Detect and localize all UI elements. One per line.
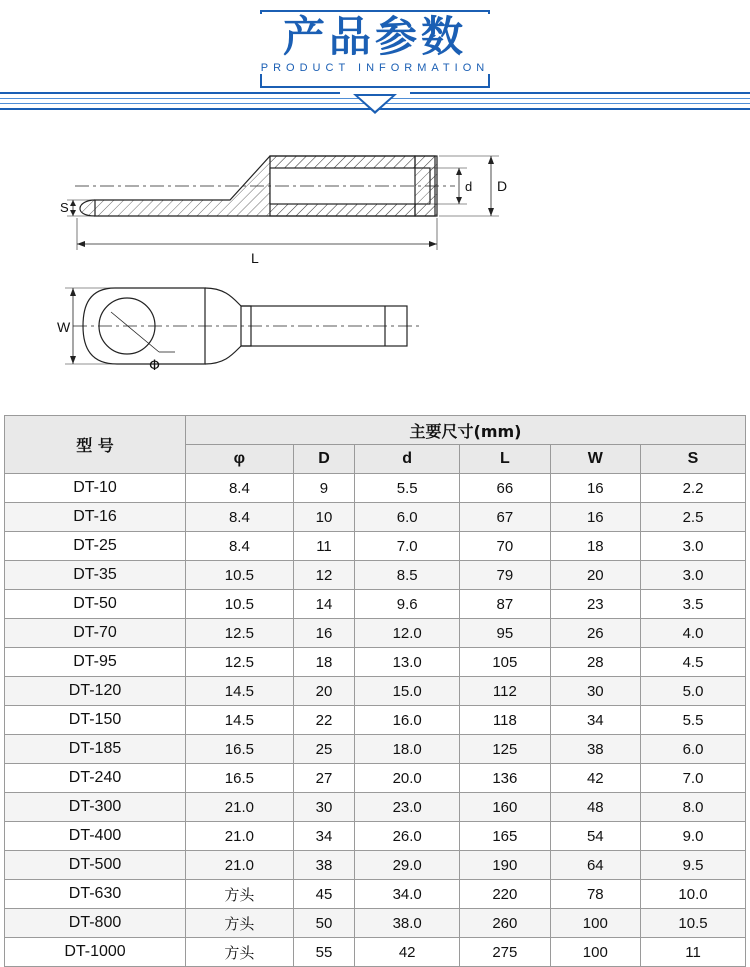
cell-d-big: 16 bbox=[293, 619, 354, 648]
cell-w: 64 bbox=[550, 851, 640, 880]
col-header-phi: φ bbox=[186, 445, 294, 474]
table-row bbox=[5, 822, 746, 851]
cell-phi: 10.5 bbox=[186, 561, 294, 590]
cell-d-small: 26.0 bbox=[355, 822, 460, 851]
col-header-model: 型 号 bbox=[5, 416, 186, 474]
cell-d-big: 10 bbox=[293, 503, 354, 532]
cell-l: 66 bbox=[460, 474, 550, 503]
cell-d-small: 34.0 bbox=[355, 880, 460, 909]
cell-d-small: 23.0 bbox=[355, 793, 460, 822]
cell-d-small: 6.0 bbox=[355, 503, 460, 532]
cell-phi: 21.0 bbox=[186, 851, 294, 880]
cell-s: 8.0 bbox=[641, 793, 746, 822]
cell-w: 16 bbox=[550, 503, 640, 532]
chevron-down-inner-icon bbox=[358, 96, 392, 111]
cell-model: DT-150 bbox=[5, 706, 186, 735]
spec-table-head bbox=[5, 416, 746, 474]
cell-d-big: 11 bbox=[293, 532, 354, 561]
lug-drawing-svg bbox=[55, 120, 695, 410]
cell-s: 11 bbox=[641, 938, 746, 967]
cell-s: 3.0 bbox=[641, 561, 746, 590]
col-header-l: L bbox=[460, 445, 550, 474]
cell-l: 260 bbox=[460, 909, 550, 938]
cell-w: 78 bbox=[550, 880, 640, 909]
cell-d-small: 29.0 bbox=[355, 851, 460, 880]
cell-s: 7.0 bbox=[641, 764, 746, 793]
cell-d-small: 5.5 bbox=[355, 474, 460, 503]
page-header bbox=[0, 0, 750, 120]
cell-d-big: 18 bbox=[293, 648, 354, 677]
table-header-row-1 bbox=[5, 416, 746, 445]
table-row bbox=[5, 532, 746, 561]
col-header-w: W bbox=[550, 445, 640, 474]
table-row bbox=[5, 793, 746, 822]
cell-d-small: 15.0 bbox=[355, 677, 460, 706]
cell-l: 70 bbox=[460, 532, 550, 561]
cell-phi: 10.5 bbox=[186, 590, 294, 619]
col-header-group: 主要尺寸(mm) bbox=[186, 416, 746, 445]
cell-l: 160 bbox=[460, 793, 550, 822]
cell-model: DT-300 bbox=[5, 793, 186, 822]
cell-l: 112 bbox=[460, 677, 550, 706]
col-header-s: S bbox=[641, 445, 746, 474]
table-row bbox=[5, 706, 746, 735]
cell-w: 48 bbox=[550, 793, 640, 822]
table-row bbox=[5, 590, 746, 619]
cell-w: 30 bbox=[550, 677, 640, 706]
cell-d-big: 22 bbox=[293, 706, 354, 735]
cell-phi: 12.5 bbox=[186, 648, 294, 677]
cell-w: 38 bbox=[550, 735, 640, 764]
cell-l: 125 bbox=[460, 735, 550, 764]
cell-s: 10.5 bbox=[641, 909, 746, 938]
cell-phi: 方头 bbox=[186, 880, 294, 909]
table-row bbox=[5, 677, 746, 706]
side-section-view bbox=[60, 156, 507, 266]
cell-w: 100 bbox=[550, 938, 640, 967]
dim-label-d-big: D bbox=[497, 178, 508, 194]
spec-table-wrapper bbox=[0, 415, 750, 967]
title-block bbox=[247, 14, 503, 74]
cell-d-small: 9.6 bbox=[355, 590, 460, 619]
cell-w: 42 bbox=[550, 764, 640, 793]
cell-model: DT-500 bbox=[5, 851, 186, 880]
cell-d-big: 25 bbox=[293, 735, 354, 764]
cell-w: 18 bbox=[550, 532, 640, 561]
cell-w: 26 bbox=[550, 619, 640, 648]
cell-l: 165 bbox=[460, 822, 550, 851]
dim-label-l: L bbox=[251, 250, 259, 266]
cell-phi: 14.5 bbox=[186, 706, 294, 735]
cell-s: 9.5 bbox=[641, 851, 746, 880]
cell-l: 87 bbox=[460, 590, 550, 619]
cell-phi: 21.0 bbox=[186, 822, 294, 851]
table-row bbox=[5, 938, 746, 967]
cell-model: DT-240 bbox=[5, 764, 186, 793]
cell-w: 20 bbox=[550, 561, 640, 590]
cell-d-big: 55 bbox=[293, 938, 354, 967]
table-row bbox=[5, 764, 746, 793]
cell-s: 3.5 bbox=[641, 590, 746, 619]
dim-label-d-small: d bbox=[465, 179, 473, 194]
cell-d-big: 27 bbox=[293, 764, 354, 793]
cell-l: 105 bbox=[460, 648, 550, 677]
cell-w: 16 bbox=[550, 474, 640, 503]
cell-model: DT-800 bbox=[5, 909, 186, 938]
page-title: 产品参数 bbox=[282, 12, 467, 61]
cell-l: 67 bbox=[460, 503, 550, 532]
table-row bbox=[5, 880, 746, 909]
dim-label-w: W bbox=[57, 319, 71, 335]
cell-d-big: 50 bbox=[293, 909, 354, 938]
cell-phi: 12.5 bbox=[186, 619, 294, 648]
table-row bbox=[5, 851, 746, 880]
table-row bbox=[5, 619, 746, 648]
cell-l: 190 bbox=[460, 851, 550, 880]
table-row bbox=[5, 735, 746, 764]
cell-d-big: 20 bbox=[293, 677, 354, 706]
dim-label-phi: Φ bbox=[149, 358, 161, 374]
cell-model: DT-10 bbox=[5, 474, 186, 503]
cell-model: DT-1000 bbox=[5, 938, 186, 967]
cell-s: 10.0 bbox=[641, 880, 746, 909]
cell-phi: 16.5 bbox=[186, 735, 294, 764]
cell-d-small: 38.0 bbox=[355, 909, 460, 938]
cell-d-small: 8.5 bbox=[355, 561, 460, 590]
col-header-dbig: D bbox=[293, 445, 354, 474]
cell-d-big: 38 bbox=[293, 851, 354, 880]
cell-model: DT-630 bbox=[5, 880, 186, 909]
cell-w: 54 bbox=[550, 822, 640, 851]
cell-model: DT-400 bbox=[5, 822, 186, 851]
table-row bbox=[5, 474, 746, 503]
cell-phi: 方头 bbox=[186, 909, 294, 938]
cell-phi: 14.5 bbox=[186, 677, 294, 706]
cell-w: 28 bbox=[550, 648, 640, 677]
cell-phi: 16.5 bbox=[186, 764, 294, 793]
cell-phi: 8.4 bbox=[186, 532, 294, 561]
cell-phi: 方头 bbox=[186, 938, 294, 967]
cell-w: 23 bbox=[550, 590, 640, 619]
cell-model: DT-120 bbox=[5, 677, 186, 706]
cell-s: 3.0 bbox=[641, 532, 746, 561]
cell-s: 5.5 bbox=[641, 706, 746, 735]
col-header-dsml: d bbox=[355, 445, 460, 474]
cell-d-small: 7.0 bbox=[355, 532, 460, 561]
cell-l: 136 bbox=[460, 764, 550, 793]
cell-d-small: 16.0 bbox=[355, 706, 460, 735]
spec-table bbox=[4, 415, 746, 967]
table-row bbox=[5, 648, 746, 677]
cell-s: 4.0 bbox=[641, 619, 746, 648]
spec-table-body bbox=[5, 474, 746, 967]
cell-d-big: 14 bbox=[293, 590, 354, 619]
cell-l: 118 bbox=[460, 706, 550, 735]
cell-d-small: 20.0 bbox=[355, 764, 460, 793]
cell-s: 2.2 bbox=[641, 474, 746, 503]
cell-phi: 21.0 bbox=[186, 793, 294, 822]
cell-w: 100 bbox=[550, 909, 640, 938]
table-row bbox=[5, 909, 746, 938]
cell-model: DT-25 bbox=[5, 532, 186, 561]
cell-l: 220 bbox=[460, 880, 550, 909]
cell-d-small: 42 bbox=[355, 938, 460, 967]
cell-l: 275 bbox=[460, 938, 550, 967]
table-row bbox=[5, 561, 746, 590]
cell-model: DT-16 bbox=[5, 503, 186, 532]
cell-d-big: 30 bbox=[293, 793, 354, 822]
cell-model: DT-50 bbox=[5, 590, 186, 619]
cell-model: DT-35 bbox=[5, 561, 186, 590]
cell-d-big: 34 bbox=[293, 822, 354, 851]
cell-s: 2.5 bbox=[641, 503, 746, 532]
table-row bbox=[5, 503, 746, 532]
cell-s: 5.0 bbox=[641, 677, 746, 706]
cell-d-big: 9 bbox=[293, 474, 354, 503]
cell-d-small: 18.0 bbox=[355, 735, 460, 764]
cell-l: 95 bbox=[460, 619, 550, 648]
cell-d-small: 13.0 bbox=[355, 648, 460, 677]
cell-s: 9.0 bbox=[641, 822, 746, 851]
cell-d-small: 12.0 bbox=[355, 619, 460, 648]
cell-d-big: 45 bbox=[293, 880, 354, 909]
cell-s: 4.5 bbox=[641, 648, 746, 677]
cell-model: DT-95 bbox=[5, 648, 186, 677]
cell-model: DT-70 bbox=[5, 619, 186, 648]
cell-l: 79 bbox=[460, 561, 550, 590]
top-plan-view bbox=[57, 288, 421, 374]
cell-model: DT-185 bbox=[5, 735, 186, 764]
technical-drawing bbox=[0, 120, 750, 415]
cell-d-big: 12 bbox=[293, 561, 354, 590]
cell-s: 6.0 bbox=[641, 735, 746, 764]
dim-label-s: S bbox=[60, 200, 69, 215]
cell-phi: 8.4 bbox=[186, 503, 294, 532]
cell-w: 34 bbox=[550, 706, 640, 735]
cell-phi: 8.4 bbox=[186, 474, 294, 503]
page-subtitle: PRODUCT INFORMATION bbox=[260, 62, 490, 74]
